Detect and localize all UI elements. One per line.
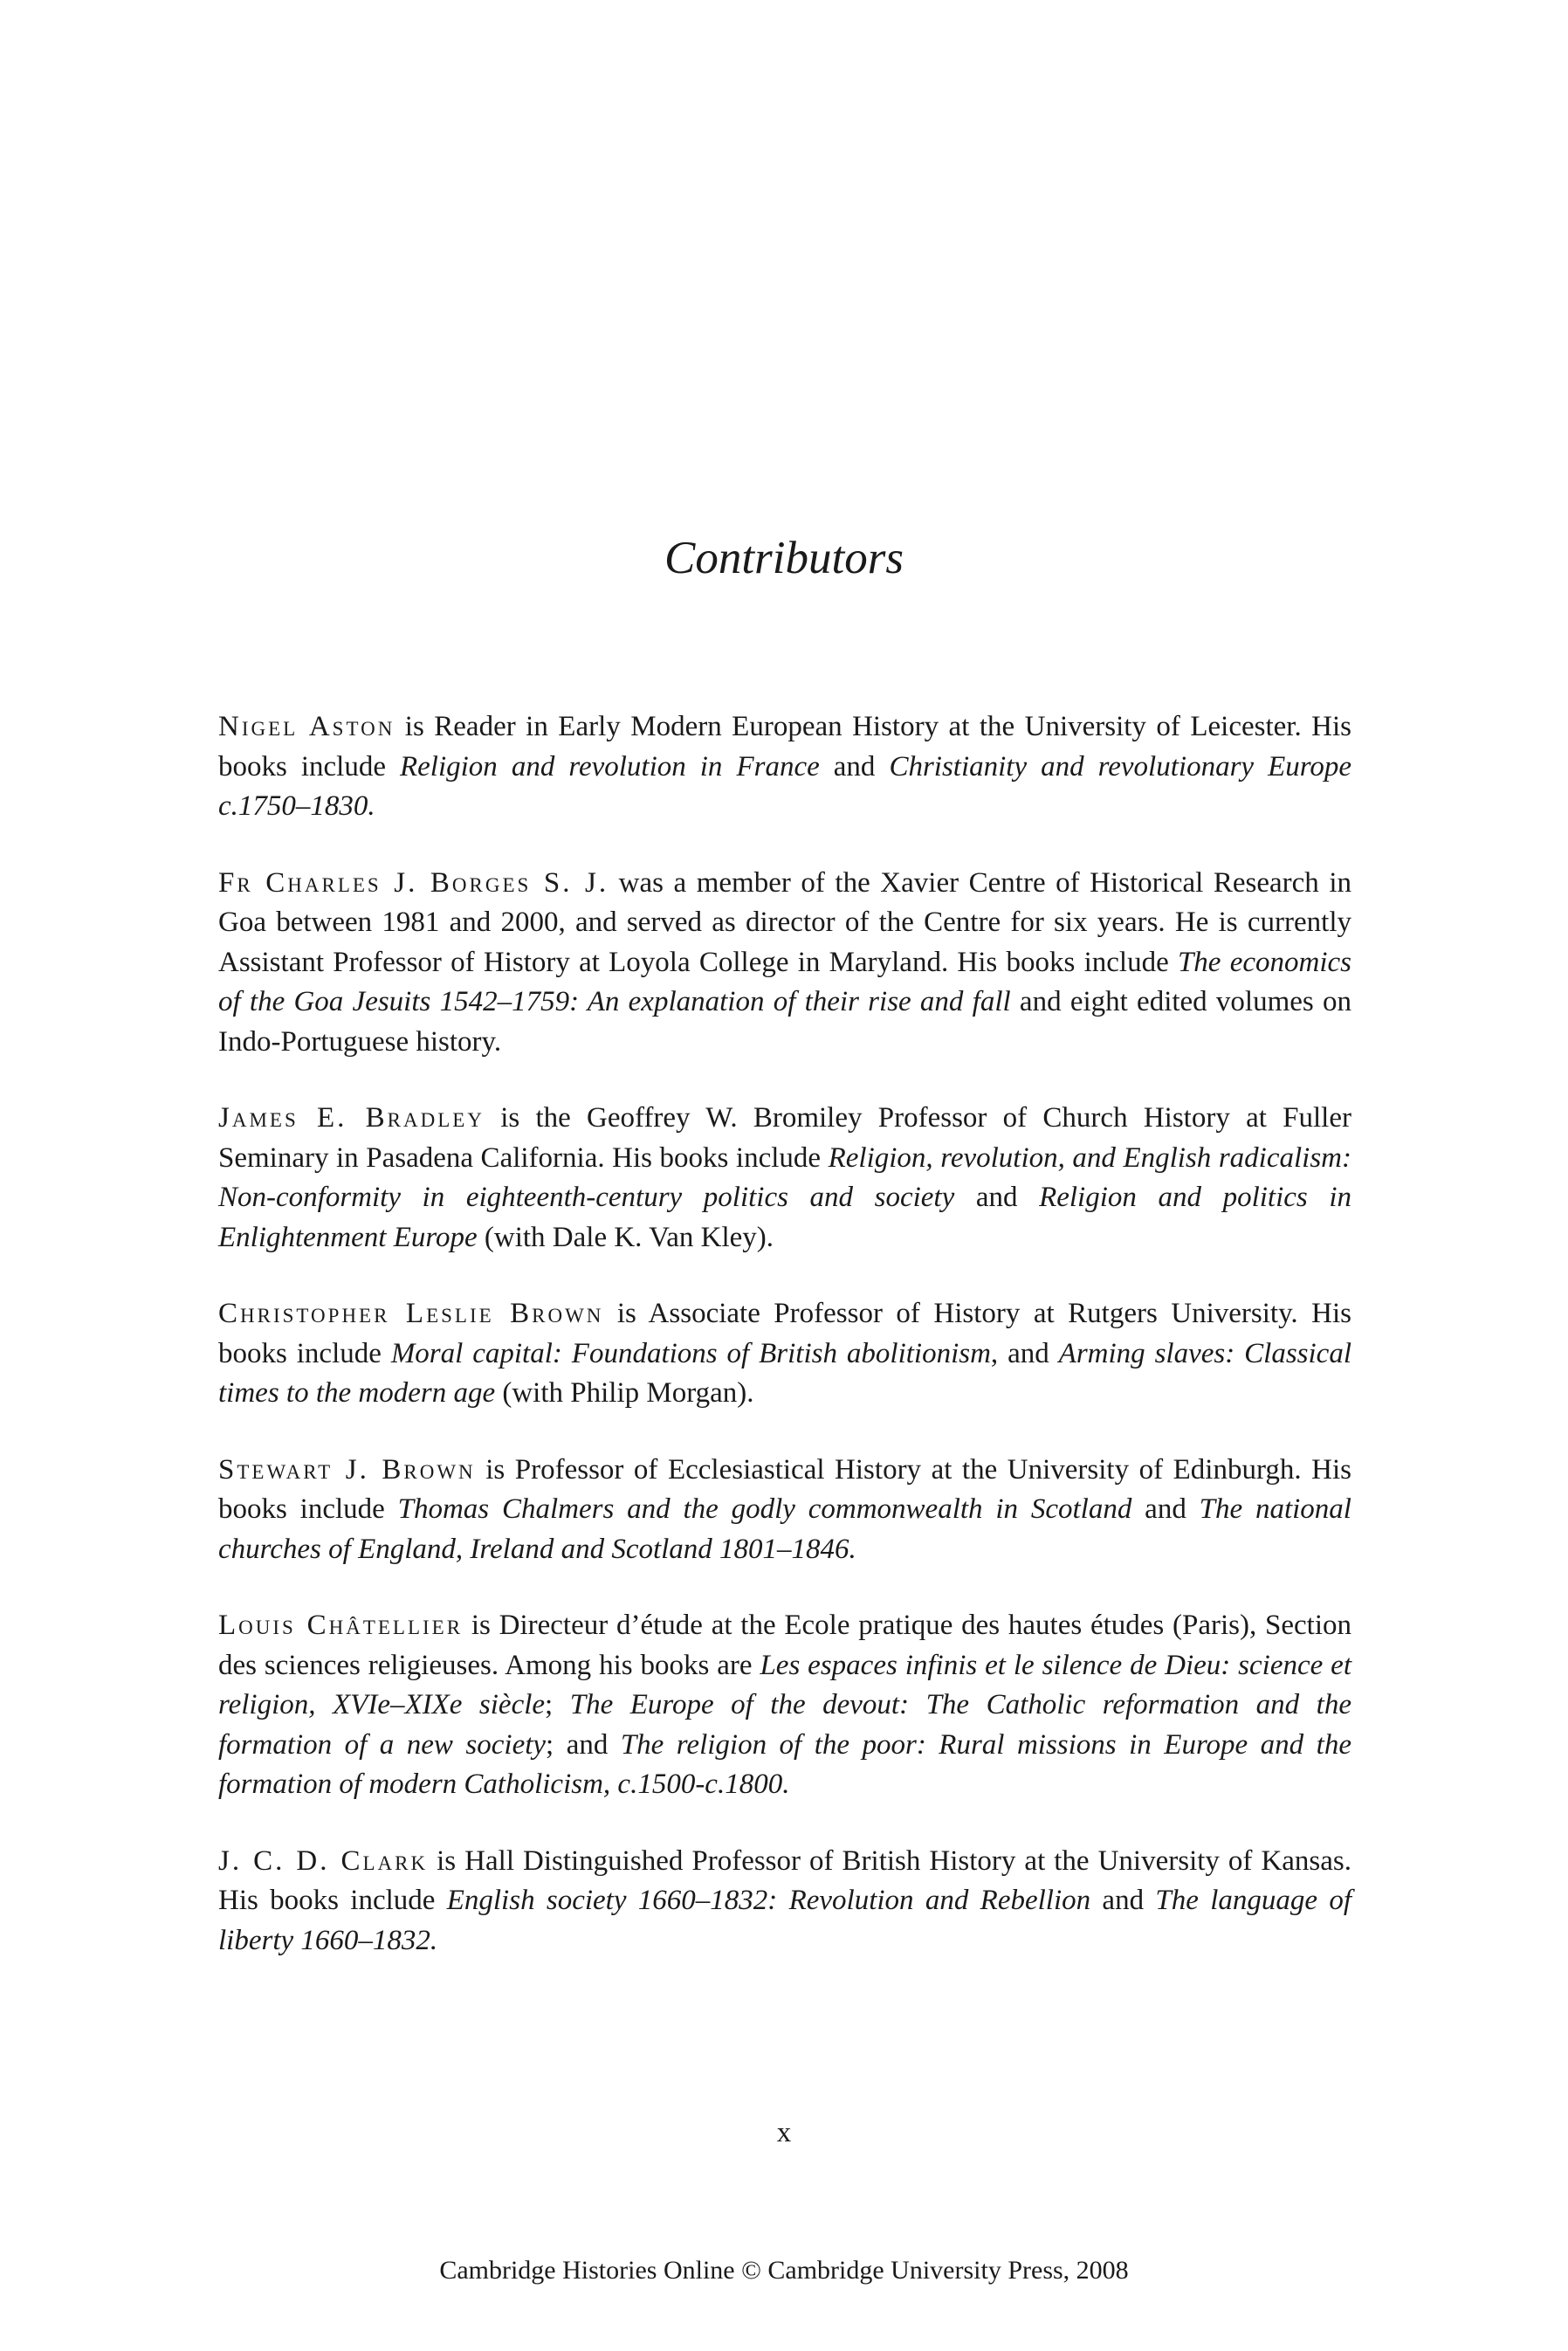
contributor-entry [218,1451,1351,1570]
book-title: Christianity and revolutionary Europe c.1750–1830. [218,750,1351,822]
contributor-entry [218,864,1351,1063]
contributor-name: J. C. D. Clark [218,1844,429,1877]
contributor-name: Louis Châtellier [218,1610,464,1641]
entry-text: , and [990,1337,1059,1369]
contributors-list [218,707,1351,1997]
entry-text: is Associate Professor of History at Rutgers University. His books include [218,1298,1351,1369]
entry-text: was a member of the Xavier Centre of Historical Research in Goa between 1981 and 2000, and served as director of the Centre for six years. He is currently Assistant Professor of History at Loyola College in Maryland. His books include [218,866,1352,978]
book-title: Religion, revolution, and English radicalism: Non-conformity in eighteenth-century politics and society [218,1141,1351,1213]
book-title: Thomas Chalmers and the godly commonwealth in Scotland [397,1493,1132,1525]
contributor-name: James E. Bradley [218,1102,485,1134]
entry-text: and [1131,1493,1200,1525]
entry-text: and eight edited volumes on Indo-Portuguese history. [218,986,1352,1058]
entry-text: is Hall Distinguished Professor of British History at the University of Kansas. His books include [218,1844,1351,1916]
contributor-entry [218,1099,1351,1258]
page-number: x [776,2117,792,2148]
book-title: The economics of the Goa Jesuits 1542–1759: An explanation of their rise and fall [218,946,1351,1017]
entry-text: (with Dale K. Van Kley). [477,1221,774,1253]
entry-text: is Professor of Ecclesiastical History at the University of Edinburgh. His books include [218,1453,1351,1525]
contributor-entry [218,1842,1351,1961]
entry-text: is the Geoffrey W. Bromiley Professor of Church History at Fuller Seminary in Pasadena California. His books include [218,1102,1351,1174]
book-title: English society 1660–1832: Revolution and Rebellion [446,1885,1091,1916]
entry-text: ; [545,1689,570,1720]
contributor-entry [218,1294,1351,1414]
entry-text: and [954,1182,1040,1213]
book-title: Arming slaves: Classical times to the modern age [218,1337,1351,1409]
book-title: The religion of the poor: Rural missions in Europe and the formation of modern Catholicism, c.1500-c.1800. [218,1728,1351,1800]
contributor-name: Stewart J. Brown [218,1453,476,1486]
entry-text: ; and [546,1728,621,1761]
contributor-name: Fr Charles J. Borges S. J. [218,866,609,899]
page-title: Contributors [664,533,904,583]
copyright-footer: Cambridge Histories Online © Cambridge University Press, 2008 [439,2256,1129,2285]
book-title: The national churches of England, Ireland and Scotland 1801–1846. [218,1493,1351,1565]
contributor-name: Nigel Aston [218,711,395,742]
book-title: The language of liberty 1660–1832. [218,1885,1351,1956]
contributor-entry [218,1606,1351,1805]
book-title: The Europe of the devout: The Catholic reformation and the formation of a new society [218,1689,1351,1761]
book-title: Moral capital: Foundations of British abolitionism [390,1337,991,1369]
entry-text: is Reader in Early Modern European History at the University of Leicester. His books include [218,711,1352,783]
book-title: Religion and revolution in France [400,750,820,783]
entry-text: and [1090,1885,1156,1916]
entry-text: (with Philip Morgan). [495,1377,754,1409]
contributor-name: Christopher Leslie Brown [218,1298,604,1329]
contributor-entry [218,707,1351,827]
entry-text: is Directeur d’étude at the Ecole pratique des hautes études (Paris), Section des sciences religieuses. Among his books are [218,1610,1351,1681]
book-title: Religion and politics in Enlightenment Europe [218,1182,1351,1253]
book-title: Les espaces infinis et le silence de Dieu: science et religion, XVIe–XIXe siècle [218,1649,1351,1720]
entry-text: and [819,750,890,783]
